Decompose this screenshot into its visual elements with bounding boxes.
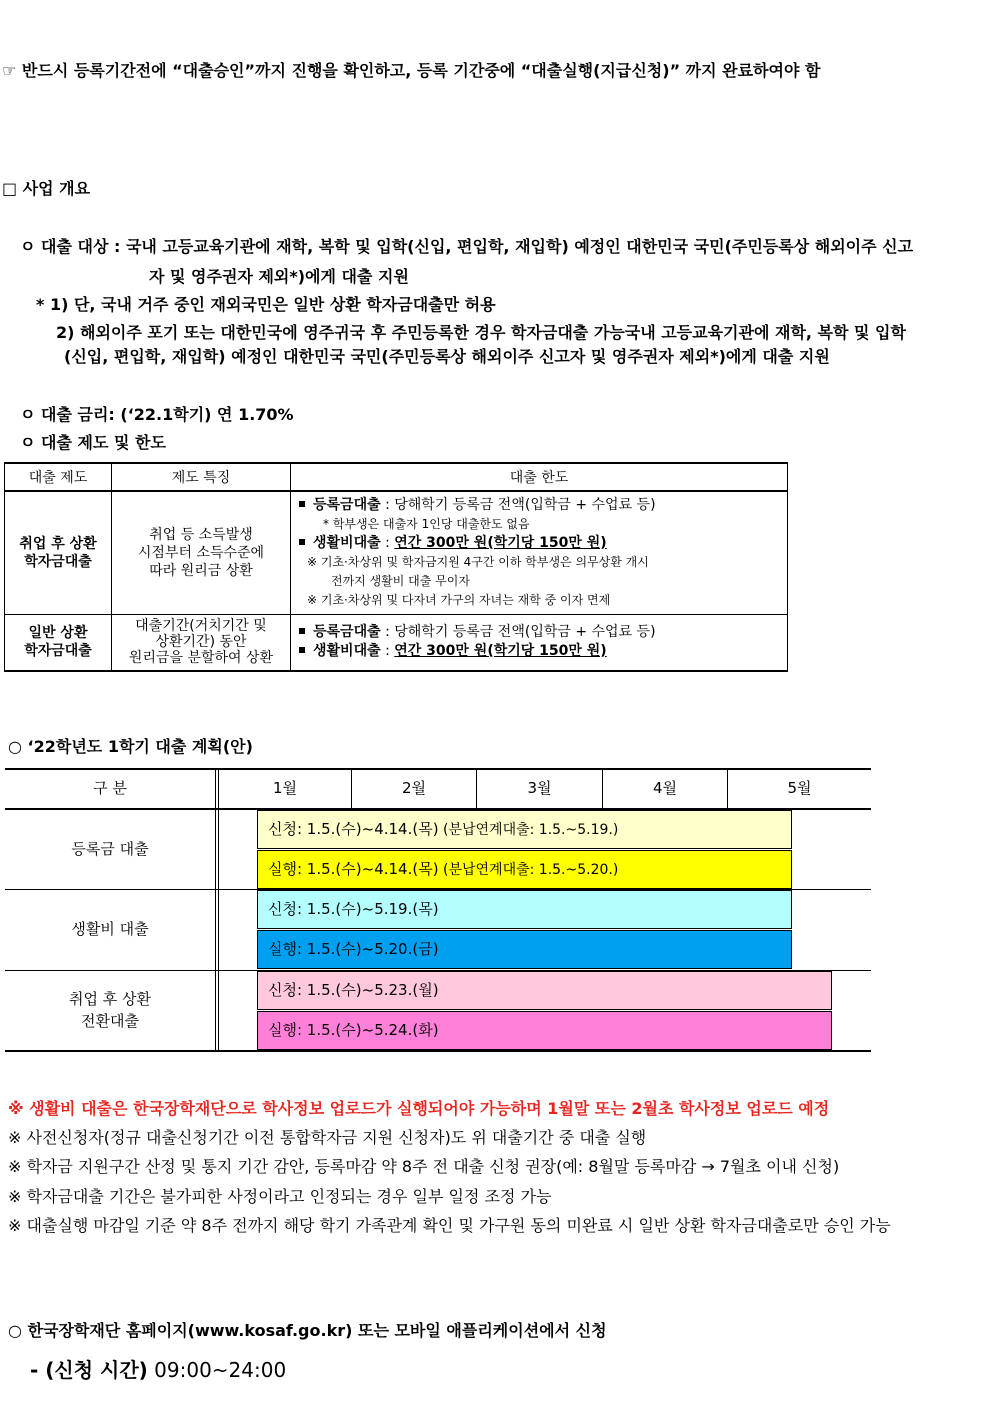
group-label: 취업 후 상환 bbox=[69, 990, 151, 1008]
target-note-2b: (신입, 편입학, 재입학) 예정인 대한민국 국민(주민등록상 해외이주 신고자 및 영주권자 제외*)에게 대출 지원 bbox=[64, 347, 830, 366]
feature-line: 대출기간(거치기간 및 bbox=[135, 618, 267, 635]
feature-line: 취업 등 소득발생 bbox=[149, 527, 253, 543]
target-note-2a: 2) 해외이주 포기 또는 대한민국에 영주귀국 후 주민등록한 경우 학자금대출 가능국내 고등교육기관에 재학, 복학 및 입학 bbox=[56, 323, 906, 342]
apply-time bbox=[30, 1354, 286, 1383]
loan-rate: ㅇ 대출 금리: (‘22.1학기) 연 1.70% bbox=[20, 405, 294, 424]
limit-label: 생활비대출 bbox=[313, 643, 381, 660]
limit-value: 연간 300만 원(학기당 150만 원) bbox=[394, 643, 607, 660]
target-line-1: ㅇ 대출 대상 : 국내 고등교육기관에 재학, 복학 및 입학(신입, 편입학, 재입학) 예정인 대한민국 국민(주민등록상 해외이주 신고 bbox=[20, 237, 914, 256]
group-label: 전환대출 bbox=[81, 1012, 139, 1030]
group-label: 생활비 대출 bbox=[71, 920, 149, 938]
note: ※ 학자금대출 기간은 불가피한 사정이라고 인정되는 경우 일부 일정 조정 가능 bbox=[8, 1187, 552, 1206]
limit-sep: : bbox=[380, 535, 395, 551]
schedule-bar: 신청: 1.5.(수)~4.14.(목) (분납연계대출: 1.5.~5.19.) bbox=[257, 810, 792, 849]
month-label: 3월 bbox=[527, 779, 552, 797]
limit-tuition bbox=[297, 623, 781, 642]
header-feature: 제도 특징 bbox=[112, 463, 291, 491]
limit-label: 등록금대출 bbox=[313, 624, 381, 641]
system-line: 학자금대출 bbox=[24, 643, 92, 660]
feature-line: 따라 원리금 상환 bbox=[149, 563, 253, 579]
section-title: □ 사업 개요 bbox=[2, 179, 91, 198]
limit-living bbox=[297, 534, 781, 553]
apply-time-value: 09:00~24:00 bbox=[147, 1358, 287, 1382]
table-header-row bbox=[5, 463, 788, 491]
note-red: ※ 생활비 대출은 한국장학재단으로 학사정보 업로드가 실행되어야 가능하며 1월말 또는 2월초 학사정보 업로드 예정 bbox=[8, 1099, 830, 1118]
loan-schedule bbox=[5, 768, 871, 1052]
limit-note: ※ 기초·차상위 및 학자금지원 4구간 이하 학부생은 의무상환 개시 bbox=[307, 555, 649, 569]
table-row bbox=[5, 615, 788, 671]
limit-cell bbox=[291, 615, 788, 671]
month-label: 4월 bbox=[652, 779, 678, 797]
system-cell bbox=[5, 615, 112, 671]
feature-cell bbox=[112, 491, 291, 615]
system-line: 일반 상환 bbox=[28, 625, 88, 642]
month-label: 1월 bbox=[272, 779, 298, 797]
system-title: ㅇ 대출 제도 및 한도 bbox=[20, 433, 166, 452]
plan-title: ○ ‘22학년도 1학기 대출 계획(안) bbox=[8, 737, 253, 756]
month-label: 2월 bbox=[401, 779, 427, 797]
limit-sep: : bbox=[380, 643, 395, 660]
system-cell bbox=[5, 491, 112, 615]
target-note-1: * 1) 단, 국내 거주 중인 재외국민은 일반 상환 학자금대출만 허용 bbox=[36, 295, 496, 314]
limit-living bbox=[297, 642, 781, 661]
limit-text: : 당해학기 등록금 전액(입학금 + 수업료 등) bbox=[380, 497, 656, 513]
limit-sub: * 학부생은 대출자 1인당 대출한도 없음 bbox=[323, 517, 530, 531]
limit-cell bbox=[291, 491, 788, 615]
limit-note: 전까지 생활비 대출 무이자 bbox=[331, 574, 470, 588]
feature-line: 시점부터 소득수준에 bbox=[137, 545, 265, 561]
table-row bbox=[5, 491, 788, 615]
limit-value: 연간 300만 원(학기당 150만 원) bbox=[394, 535, 607, 551]
header-limit: 대출 한도 bbox=[291, 463, 788, 491]
feature-line: 원리금을 분할하여 상환 bbox=[128, 650, 274, 667]
schedule-bar: 실행: 1.5.(수)~4.14.(목) (분납연계대출: 1.5.~5.20.) bbox=[257, 850, 792, 889]
note: ※ 학자금 지원구간 산정 및 통지 기간 감안, 등록마감 약 8주 전 대출 신청 권장(예: 8월말 등록마감 → 7월초 이내 신청) bbox=[8, 1157, 840, 1176]
header-system: 대출 제도 bbox=[5, 463, 112, 491]
feature-line: 상환기간) 동안 bbox=[155, 634, 247, 651]
system-line: 취업 후 상환 bbox=[19, 536, 97, 552]
schedule-header: 구 분 bbox=[93, 779, 127, 797]
limit-label: 등록금대출 bbox=[313, 497, 381, 513]
target-line-2: 자 및 영주권자 제외*)에게 대출 지원 bbox=[149, 267, 409, 286]
schedule-bar: 신청: 1.5.(수)~5.19.(목) bbox=[257, 890, 792, 929]
loan-limit-table bbox=[4, 462, 788, 672]
apply-time-label: - (신청 시간) bbox=[30, 1358, 148, 1382]
schedule-bar: 실행: 1.5.(수)~5.24.(화) bbox=[257, 1011, 832, 1050]
system-line: 학자금대출 bbox=[24, 554, 92, 570]
apply-title: ○ 한국장학재단 홈페이지(www.kosaf.go.kr) 또는 모바일 애플리케이션에서 신청 bbox=[8, 1321, 607, 1340]
group-label: 등록금 대출 bbox=[71, 840, 149, 858]
limit-text: : 당해학기 등록금 전액(입학금 + 수업료 등) bbox=[380, 624, 656, 641]
schedule-bar: 실행: 1.5.(수)~5.20.(금) bbox=[257, 930, 792, 969]
feature-cell bbox=[112, 615, 291, 671]
limit-tuition bbox=[297, 496, 781, 515]
note: ※ 사전신청자(정규 대출신청기간 이전 통합학자금 지원 신청자)도 위 대출기간 중 대출 실행 bbox=[8, 1128, 647, 1147]
limit-label: 생활비대출 bbox=[313, 535, 381, 551]
month-label: 5월 bbox=[787, 779, 812, 797]
top-notice: ☞ 반드시 등록기간전에 “대출승인”까지 진행을 확인하고, 등록 기간중에 “대출실행(지급신청)” 까지 완료하여야 함 bbox=[2, 61, 821, 80]
limit-note: ※ 기초·차상위 및 다자녀 가구의 자녀는 재학 중 이자 면제 bbox=[307, 593, 611, 607]
schedule-bar: 신청: 1.5.(수)~5.23.(월) bbox=[257, 971, 832, 1010]
note: ※ 대출실행 마감일 기준 약 8주 전까지 해당 학기 가족관계 확인 및 가구원 동의 미완료 시 일반 상환 학자금대출로만 승인 가능 bbox=[8, 1216, 891, 1235]
